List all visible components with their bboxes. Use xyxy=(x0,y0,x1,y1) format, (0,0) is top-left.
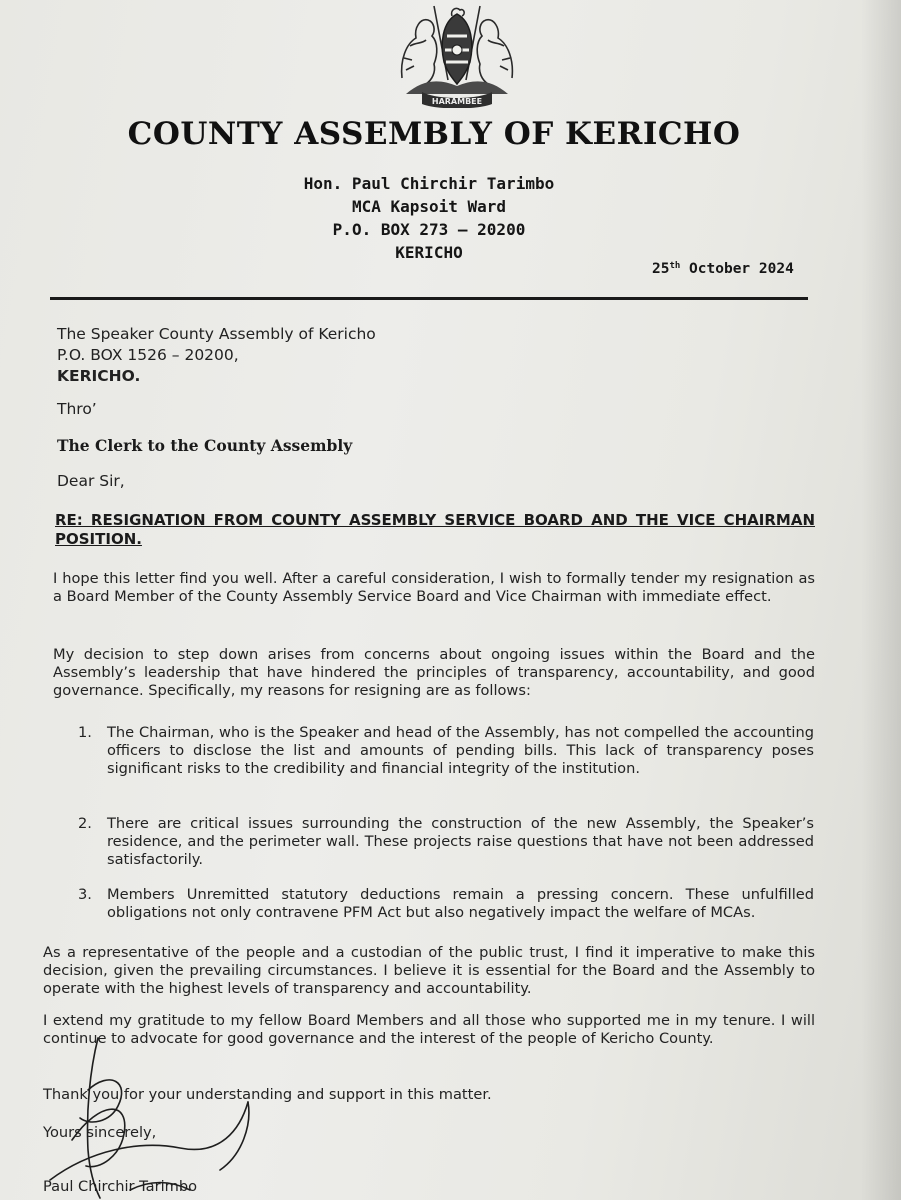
clerk-line: The Clerk to the County Assembly xyxy=(57,436,353,455)
date-rest: October 2024 xyxy=(680,261,794,277)
representative-paragraph: As a representative of the people and a custodian of the public trust, I find it imperative to make this decision, given the prevailing circumstances. I believe it is essential for the Board and the Assembly to operate with the highest levels of transparency and accountability. xyxy=(43,944,815,997)
decision-paragraph: My decision to step down arises from concerns about ongoing issues within the Board and the Assembly’s leadership that have hindered the principles of transparency, accountability, and good governance. Specifically, my reasons for resigning are as follows: xyxy=(53,646,815,699)
signatory-name: Paul Chirchir Tarimbo xyxy=(43,1178,198,1195)
letterhead-divider xyxy=(50,297,808,300)
salutation: Dear Sir, xyxy=(57,472,125,490)
thro-label: Thro’ xyxy=(57,400,97,418)
assembly-title: COUNTY ASSEMBLY OF KERICHO xyxy=(127,116,741,152)
svg-text:HARAMBEE: HARAMBEE xyxy=(431,97,483,106)
gratitude-paragraph: I extend my gratitude to my fellow Board Members and all those who supported me in my tenure. I will continue to advocate for good governance and the interest of the people of Kericho County. xyxy=(43,1012,815,1047)
recipient-line-1: The Speaker County Assembly of Kericho xyxy=(57,325,376,343)
subject-line: RE: RESIGNATION FROM COUNTY ASSEMBLY SERVICE BOARD AND THE VICE CHAIRMAN POSITION. xyxy=(55,511,815,548)
reason-text: There are critical issues surrounding the construction of the new Assembly, the Speaker’s residence, and the perimeter wall. These projects raise questions that have not been addressed satisfactorily. xyxy=(107,815,814,868)
reason-text: The Chairman, who is the Speaker and head of the Assembly, has not compelled the accounting officers to disclose the list and amounts of pending bills. This lack of transparency poses significant risks to the credibility and financial integrity of the institution. xyxy=(107,724,814,777)
thanks-line: Thank you for your understanding and support in this matter. xyxy=(43,1086,492,1103)
sender-block xyxy=(0,172,858,264)
sender-town: KERICHO xyxy=(395,243,463,262)
letter-date xyxy=(652,261,794,277)
reason-item-2 xyxy=(78,815,814,869)
date-suffix: th xyxy=(669,261,681,271)
reason-text: Members Unremitted statutory deductions remain a pressing concern. These unfulfilled obligations not only contravene PFM Act but also negatively impact the welfare of MCAs. xyxy=(107,886,814,921)
reason-number: 3. xyxy=(78,886,92,903)
sender-ward: MCA Kapsoit Ward xyxy=(351,197,507,216)
recipient-line-2: P.O. BOX 1526 – 20200, xyxy=(57,346,239,364)
reason-item-1 xyxy=(78,724,814,778)
recipient-line-3: KERICHO. xyxy=(57,367,141,385)
sign-off: Yours sincerely, xyxy=(43,1124,157,1141)
kenya-coat-of-arms-icon xyxy=(392,0,522,108)
reason-number: 2. xyxy=(78,815,92,832)
handwritten-signature xyxy=(20,1030,280,1200)
intro-paragraph: I hope this letter find you well. After a careful consideration, I wish to formally tender my resignation as a Board Member of the County Assembly Service Board and Vice Chairman with immediate effect. xyxy=(53,570,815,605)
recipient-address xyxy=(57,324,376,387)
date-day: 25 xyxy=(652,261,670,277)
reason-number: 1. xyxy=(78,724,92,741)
page-shadow xyxy=(861,0,901,1200)
sender-box: P.O. BOX 273 – 20200 xyxy=(332,220,526,239)
reason-item-3 xyxy=(78,886,814,922)
sender-name: Hon. Paul Chirchir Tarimbo xyxy=(303,174,555,193)
